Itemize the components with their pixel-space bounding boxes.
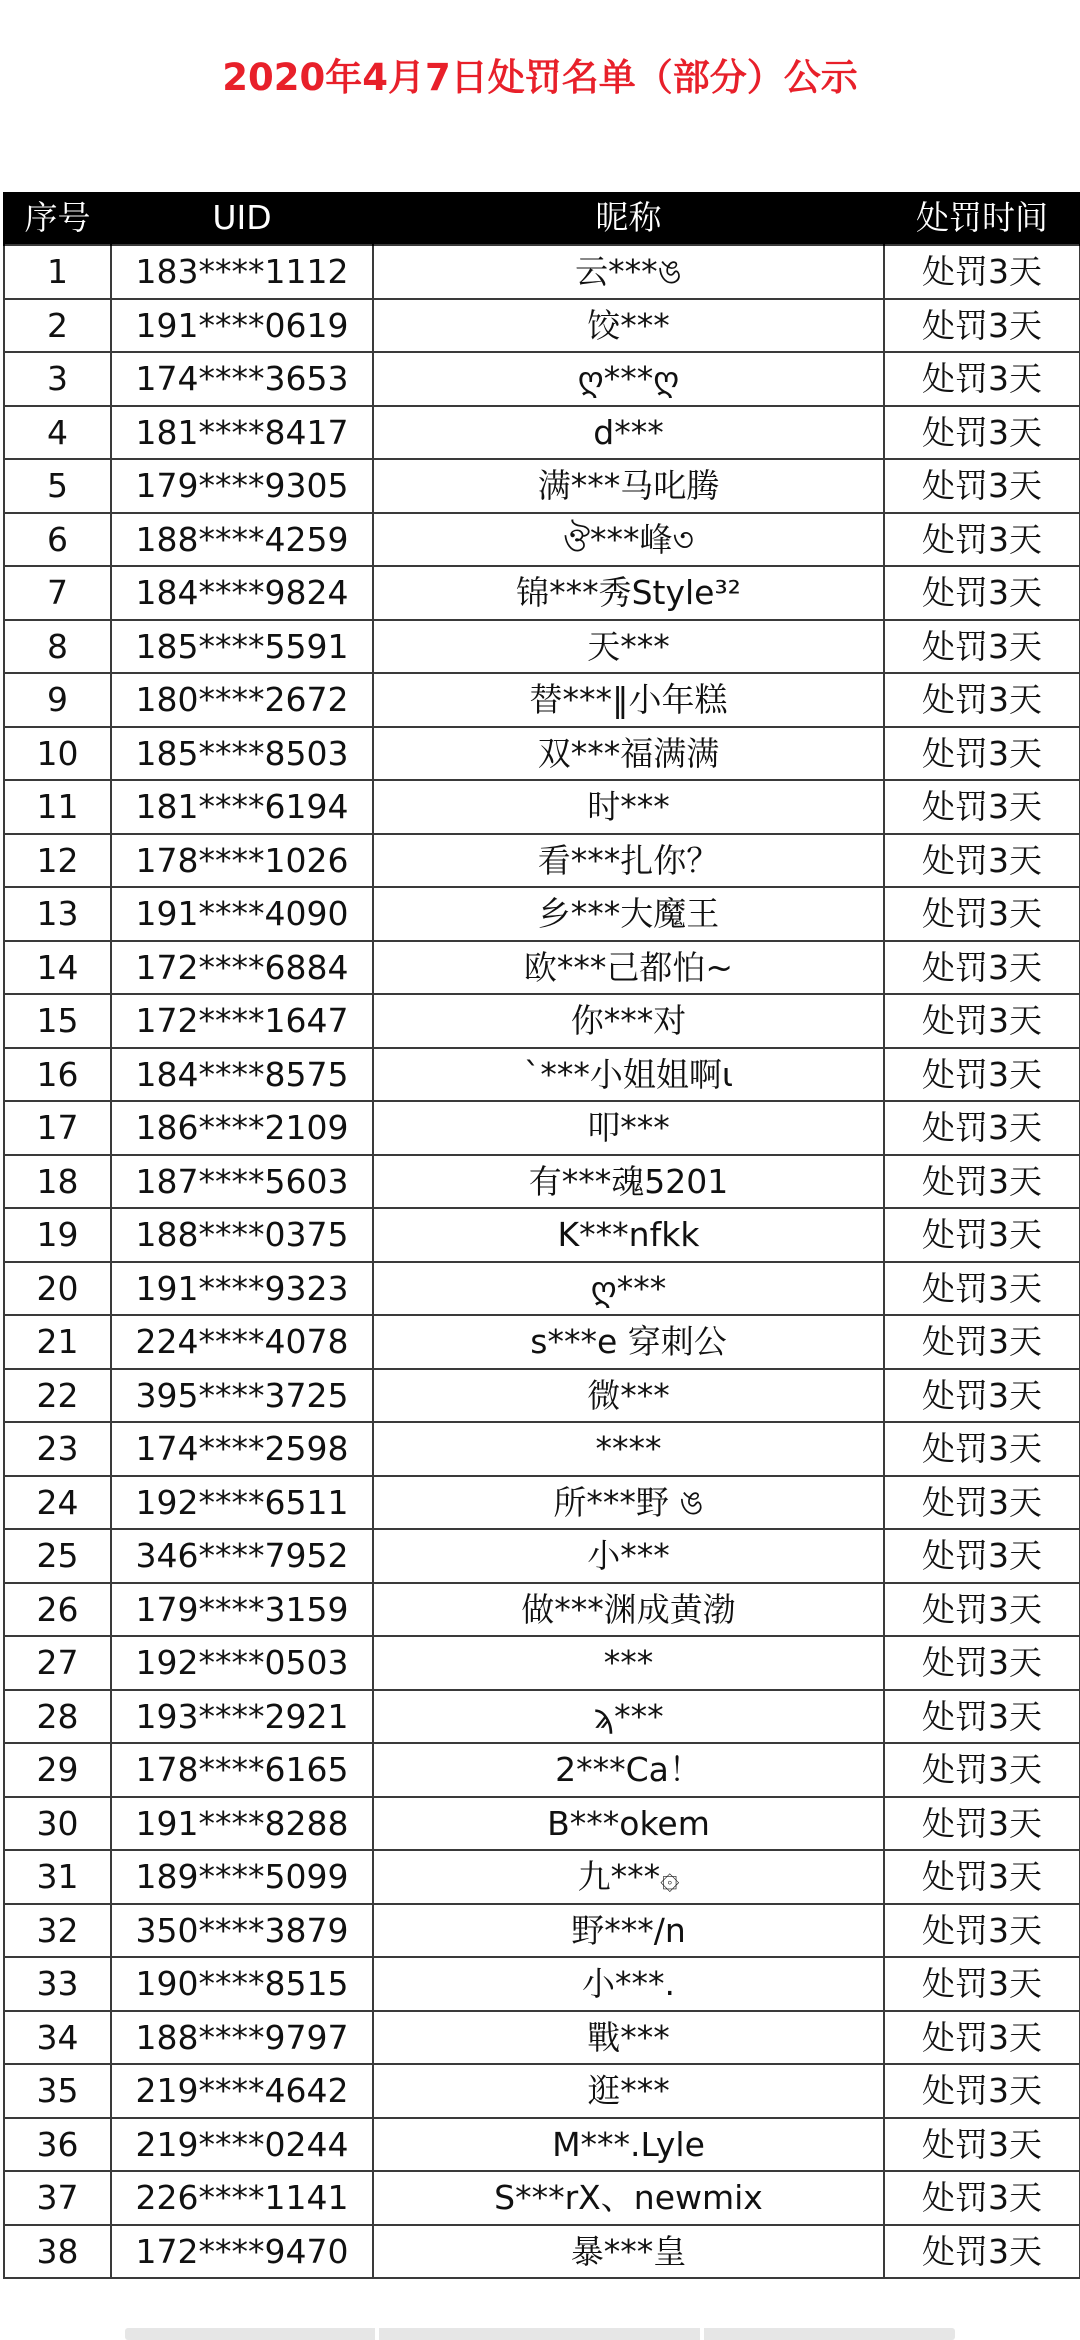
table-row <box>4 1262 1080 1316</box>
cell-uid: 192****0503 <box>111 1636 373 1690</box>
table-row <box>4 1048 1080 1102</box>
cell-nickname: *** <box>373 1636 884 1690</box>
header-nickname: 昵称 <box>373 192 884 245</box>
bottom-scroll-hint <box>125 2328 955 2340</box>
cell-index: 14 <box>4 941 111 995</box>
table-row <box>4 299 1080 353</box>
cell-nickname: 云***ঙ <box>373 245 884 299</box>
header-penalty-time: 处罚时间 <box>884 192 1080 245</box>
cell-nickname: 锦***秀Style³² <box>373 566 884 620</box>
cell-uid: 193****2921 <box>111 1690 373 1744</box>
cell-penalty: 处罚3天 <box>884 406 1080 460</box>
cell-uid: 172****6884 <box>111 941 373 995</box>
cell-penalty: 处罚3天 <box>884 1529 1080 1583</box>
cell-uid: 187****5603 <box>111 1155 373 1209</box>
cell-index: 33 <box>4 1957 111 2011</box>
cell-index: 36 <box>4 2118 111 2172</box>
table-row <box>4 1957 1080 2011</box>
table-row <box>4 406 1080 460</box>
cell-uid: 224****4078 <box>111 1315 373 1369</box>
table-row <box>4 2011 1080 2065</box>
cell-index: 34 <box>4 2011 111 2065</box>
table-header-row <box>4 192 1080 245</box>
cell-uid: 188****4259 <box>111 513 373 567</box>
cell-index: 22 <box>4 1369 111 1423</box>
cell-nickname: S***rX、newmix <box>373 2171 884 2225</box>
cell-index: 2 <box>4 299 111 353</box>
cell-index: 26 <box>4 1583 111 1637</box>
cell-nickname: 小*** <box>373 1529 884 1583</box>
cell-penalty: 处罚3天 <box>884 459 1080 513</box>
cell-nickname: s***e 穿刺公 <box>373 1315 884 1369</box>
cell-uid: 172****1647 <box>111 994 373 1048</box>
cell-index: 27 <box>4 1636 111 1690</box>
cell-index: 17 <box>4 1101 111 1155</box>
cell-index: 8 <box>4 620 111 674</box>
cell-uid: 184****8575 <box>111 1048 373 1102</box>
cell-nickname: 暴***皇 <box>373 2225 884 2279</box>
cell-nickname: 欧***己都怕~ <box>373 941 884 995</box>
cell-nickname: 天*** <box>373 620 884 674</box>
cell-uid: 192****6511 <box>111 1476 373 1530</box>
table-row <box>4 2064 1080 2118</box>
table-row <box>4 513 1080 567</box>
cell-nickname: 小***. <box>373 1957 884 2011</box>
cell-penalty: 处罚3天 <box>884 1262 1080 1316</box>
cell-penalty: 处罚3天 <box>884 834 1080 888</box>
cell-penalty: 处罚3天 <box>884 1797 1080 1851</box>
table-row <box>4 566 1080 620</box>
cell-uid: 180****2672 <box>111 673 373 727</box>
cell-nickname: 时*** <box>373 780 884 834</box>
cell-uid: 185****8503 <box>111 727 373 781</box>
cell-nickname: 叩*** <box>373 1101 884 1155</box>
cell-nickname: d*** <box>373 406 884 460</box>
cell-nickname: 野***/n <box>373 1904 884 1958</box>
table-row <box>4 352 1080 406</box>
cell-index: 19 <box>4 1208 111 1262</box>
cell-index: 35 <box>4 2064 111 2118</box>
cell-index: 5 <box>4 459 111 513</box>
cell-nickname: K***nfkk <box>373 1208 884 1262</box>
table-row <box>4 1101 1080 1155</box>
cell-nickname: 戰*** <box>373 2011 884 2065</box>
table-row <box>4 941 1080 995</box>
cell-index: 28 <box>4 1690 111 1744</box>
cell-index: 3 <box>4 352 111 406</box>
cell-index: 24 <box>4 1476 111 1530</box>
cell-index: 30 <box>4 1797 111 1851</box>
cell-penalty: 处罚3天 <box>884 2011 1080 2065</box>
cell-nickname: 九***۞ <box>373 1850 884 1904</box>
cell-index: 7 <box>4 566 111 620</box>
cell-penalty: 处罚3天 <box>884 1904 1080 1958</box>
table-row <box>4 1422 1080 1476</box>
cell-nickname: 做***渊成黄渤 <box>373 1583 884 1637</box>
cell-nickname: B***okem <box>373 1797 884 1851</box>
penalty-list-table <box>3 192 1080 2279</box>
cell-nickname: 有***魂5201 <box>373 1155 884 1209</box>
table-row <box>4 780 1080 834</box>
cell-index: 11 <box>4 780 111 834</box>
cell-index: 37 <box>4 2171 111 2225</box>
cell-index: 32 <box>4 1904 111 1958</box>
cell-uid: 181****8417 <box>111 406 373 460</box>
cell-penalty: 处罚3天 <box>884 673 1080 727</box>
table-row <box>4 834 1080 888</box>
table-row <box>4 1850 1080 1904</box>
cell-penalty: 处罚3天 <box>884 245 1080 299</box>
table-row <box>4 1583 1080 1637</box>
cell-index: 18 <box>4 1155 111 1209</box>
table-row <box>4 673 1080 727</box>
cell-penalty: 处罚3天 <box>884 513 1080 567</box>
table-row <box>4 1636 1080 1690</box>
cell-nickname: M***.Lyle <box>373 2118 884 2172</box>
cell-penalty: 处罚3天 <box>884 566 1080 620</box>
cell-penalty: 处罚3天 <box>884 1422 1080 1476</box>
cell-penalty: 处罚3天 <box>884 2064 1080 2118</box>
table-row <box>4 620 1080 674</box>
cell-uid: 191****8288 <box>111 1797 373 1851</box>
table-row <box>4 1904 1080 1958</box>
cell-uid: 183****1112 <box>111 245 373 299</box>
cell-penalty: 处罚3天 <box>884 2171 1080 2225</box>
cell-nickname: 饺*** <box>373 299 884 353</box>
bottom-bar-divider <box>700 2328 704 2340</box>
cell-penalty: 处罚3天 <box>884 299 1080 353</box>
cell-index: 13 <box>4 887 111 941</box>
table-row <box>4 459 1080 513</box>
cell-penalty: 处罚3天 <box>884 2225 1080 2279</box>
cell-penalty: 处罚3天 <box>884 1583 1080 1637</box>
cell-uid: 179****9305 <box>111 459 373 513</box>
table-row <box>4 2225 1080 2279</box>
cell-uid: 174****2598 <box>111 1422 373 1476</box>
table-row <box>4 727 1080 781</box>
cell-nickname: 所***野 ঙ <box>373 1476 884 1530</box>
penalty-list-table-container <box>3 192 1079 2279</box>
cell-uid: 186****2109 <box>111 1101 373 1155</box>
cell-nickname: ღ*** <box>373 1262 884 1316</box>
cell-uid: 219****0244 <box>111 2118 373 2172</box>
cell-nickname: ღ***ღ <box>373 352 884 406</box>
cell-penalty: 处罚3天 <box>884 1957 1080 2011</box>
table-row <box>4 1743 1080 1797</box>
cell-uid: 350****3879 <box>111 1904 373 1958</box>
table-row <box>4 994 1080 1048</box>
header-index: 序号 <box>4 192 111 245</box>
header-uid: UID <box>111 192 373 245</box>
cell-nickname: ঔ***峰৩ <box>373 513 884 567</box>
cell-uid: 184****9824 <box>111 566 373 620</box>
cell-index: 12 <box>4 834 111 888</box>
table-row <box>4 887 1080 941</box>
table-row <box>4 1315 1080 1369</box>
cell-nickname: 替***‖小年糕 <box>373 673 884 727</box>
cell-nickname: **** <box>373 1422 884 1476</box>
cell-uid: 172****9470 <box>111 2225 373 2279</box>
cell-nickname: 微*** <box>373 1369 884 1423</box>
cell-penalty: 处罚3天 <box>884 941 1080 995</box>
cell-penalty: 处罚3天 <box>884 1636 1080 1690</box>
page-title: 2020年4月7日处罚名单（部分）公示 <box>222 56 858 99</box>
cell-index: 4 <box>4 406 111 460</box>
cell-penalty: 处罚3天 <box>884 1048 1080 1102</box>
cell-index: 15 <box>4 994 111 1048</box>
cell-penalty: 处罚3天 <box>884 1369 1080 1423</box>
cell-index: 16 <box>4 1048 111 1102</box>
table-row <box>4 1208 1080 1262</box>
cell-nickname: 逛*** <box>373 2064 884 2118</box>
cell-penalty: 处罚3天 <box>884 1315 1080 1369</box>
table-row <box>4 1476 1080 1530</box>
cell-penalty: 处罚3天 <box>884 780 1080 834</box>
cell-uid: 179****3159 <box>111 1583 373 1637</box>
cell-penalty: 处罚3天 <box>884 887 1080 941</box>
cell-index: 38 <box>4 2225 111 2279</box>
cell-uid: 226****1141 <box>111 2171 373 2225</box>
cell-penalty: 处罚3天 <box>884 1155 1080 1209</box>
cell-uid: 395****3725 <box>111 1369 373 1423</box>
table-row <box>4 2118 1080 2172</box>
cell-uid: 181****6194 <box>111 780 373 834</box>
cell-uid: 185****5591 <box>111 620 373 674</box>
cell-uid: 190****8515 <box>111 1957 373 2011</box>
cell-uid: 346****7952 <box>111 1529 373 1583</box>
table-row <box>4 2171 1080 2225</box>
cell-uid: 219****4642 <box>111 2064 373 2118</box>
cell-uid: 189****5099 <box>111 1850 373 1904</box>
cell-uid: 188****0375 <box>111 1208 373 1262</box>
cell-nickname: ϡ*** <box>373 1690 884 1744</box>
cell-penalty: 处罚3天 <box>884 1208 1080 1262</box>
cell-nickname: `***小姐姐啊ι <box>373 1048 884 1102</box>
table-row <box>4 1690 1080 1744</box>
cell-penalty: 处罚3天 <box>884 1850 1080 1904</box>
table-row <box>4 1797 1080 1851</box>
cell-uid: 174****3653 <box>111 352 373 406</box>
cell-penalty: 处罚3天 <box>884 1476 1080 1530</box>
cell-index: 31 <box>4 1850 111 1904</box>
cell-nickname: 你***对 <box>373 994 884 1048</box>
cell-penalty: 处罚3天 <box>884 994 1080 1048</box>
cell-index: 20 <box>4 1262 111 1316</box>
cell-penalty: 处罚3天 <box>884 1690 1080 1744</box>
cell-nickname: 满***马叱腾 <box>373 459 884 513</box>
cell-index: 6 <box>4 513 111 567</box>
table-row <box>4 1529 1080 1583</box>
cell-index: 25 <box>4 1529 111 1583</box>
cell-uid: 188****9797 <box>111 2011 373 2065</box>
cell-penalty: 处罚3天 <box>884 2118 1080 2172</box>
table-row <box>4 1369 1080 1423</box>
cell-nickname: 双***福满满 <box>373 727 884 781</box>
cell-index: 23 <box>4 1422 111 1476</box>
cell-index: 1 <box>4 245 111 299</box>
cell-uid: 191****9323 <box>111 1262 373 1316</box>
cell-penalty: 处罚3天 <box>884 1101 1080 1155</box>
cell-uid: 178****1026 <box>111 834 373 888</box>
cell-uid: 191****0619 <box>111 299 373 353</box>
cell-penalty: 处罚3天 <box>884 727 1080 781</box>
cell-nickname: 乡***大魔王 <box>373 887 884 941</box>
cell-uid: 178****6165 <box>111 1743 373 1797</box>
cell-uid: 191****4090 <box>111 887 373 941</box>
cell-penalty: 处罚3天 <box>884 1743 1080 1797</box>
cell-index: 21 <box>4 1315 111 1369</box>
cell-nickname: 看***扎你？ <box>373 834 884 888</box>
cell-index: 10 <box>4 727 111 781</box>
cell-index: 29 <box>4 1743 111 1797</box>
cell-penalty: 处罚3天 <box>884 620 1080 674</box>
cell-index: 9 <box>4 673 111 727</box>
table-row <box>4 1155 1080 1209</box>
cell-penalty: 处罚3天 <box>884 352 1080 406</box>
table-row <box>4 245 1080 299</box>
cell-nickname: 2***Ca！ <box>373 1743 884 1797</box>
table-body <box>4 245 1080 2278</box>
bottom-bar-divider <box>375 2328 379 2340</box>
